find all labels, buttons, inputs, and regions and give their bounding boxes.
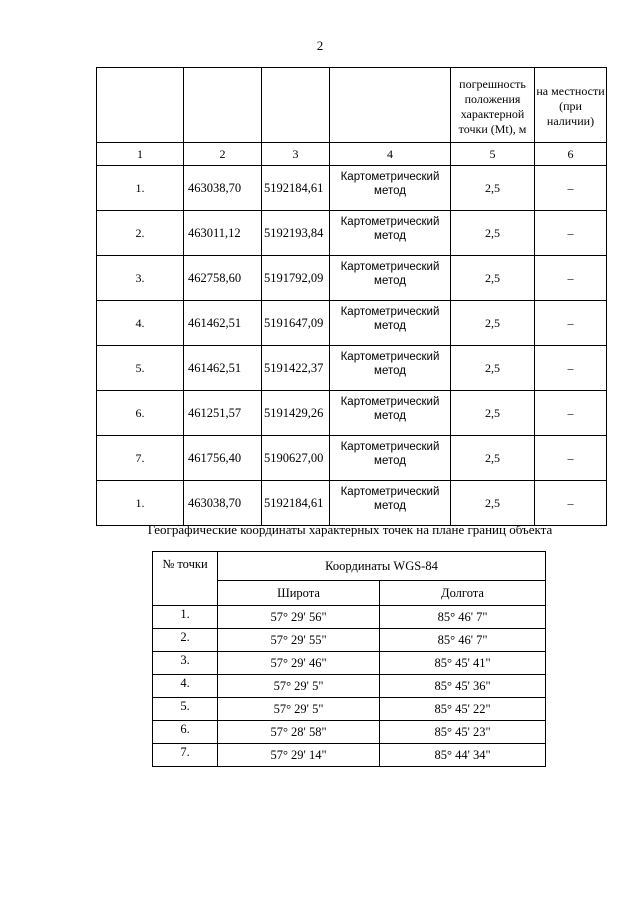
point-number-cell: 3. xyxy=(97,256,184,301)
table-row xyxy=(153,721,546,744)
error-cell: 2,5 xyxy=(451,301,535,346)
description-cell: – xyxy=(535,391,607,436)
table-row xyxy=(153,744,546,767)
y-coordinate-cell: 5191422,37 xyxy=(262,346,330,391)
column-number: 5 xyxy=(451,143,535,166)
error-cell: 2,5 xyxy=(451,166,535,211)
method-cell: Картометрический метод xyxy=(330,211,451,256)
page-number: 2 xyxy=(316,38,324,53)
column-number: 4 xyxy=(330,143,451,166)
point-number-cell: 1. xyxy=(97,166,184,211)
table-row xyxy=(97,166,607,211)
x-coordinate-cell: 461756,40 xyxy=(184,436,262,481)
y-coordinate-cell: 5191647,09 xyxy=(262,301,330,346)
latitude-cell: 57° 29' 5" xyxy=(218,675,380,698)
table-header-row xyxy=(153,552,546,581)
point-number-cell: 1. xyxy=(153,606,218,629)
table-row xyxy=(153,675,546,698)
point-number-cell: 5. xyxy=(97,346,184,391)
y-coordinate-cell: 5192184,61 xyxy=(262,166,330,211)
point-number-cell: 5. xyxy=(153,698,218,721)
header-error: погрешность положения характерной точки (Mt), м xyxy=(451,68,535,143)
point-number-cell: 7. xyxy=(97,436,184,481)
table-row xyxy=(153,698,546,721)
error-cell: 2,5 xyxy=(451,346,535,391)
column-number: 3 xyxy=(262,143,330,166)
method-cell: Картометрический метод xyxy=(330,391,451,436)
column-number: 2 xyxy=(184,143,262,166)
point-number-cell: 7. xyxy=(153,744,218,767)
header-point-number: № точки xyxy=(153,552,218,606)
column-number: 1 xyxy=(97,143,184,166)
error-cell: 2,5 xyxy=(451,391,535,436)
point-number-cell: 6. xyxy=(153,721,218,744)
table-row xyxy=(97,301,607,346)
method-cell: Картометрический метод xyxy=(330,436,451,481)
method-cell: Картометрический метод xyxy=(330,346,451,391)
table-row xyxy=(153,629,546,652)
point-number-cell: 6. xyxy=(97,391,184,436)
header-latitude: Широта xyxy=(218,581,380,606)
x-coordinate-cell: 461462,51 xyxy=(184,346,262,391)
longitude-cell: 85° 44' 34" xyxy=(380,744,546,767)
y-coordinate-cell: 5190627,00 xyxy=(262,436,330,481)
point-number-cell: 2. xyxy=(97,211,184,256)
error-cell: 2,5 xyxy=(451,481,535,526)
x-coordinate-cell: 462758,60 xyxy=(184,256,262,301)
latitude-cell: 57° 29' 46" xyxy=(218,652,380,675)
description-cell: – xyxy=(535,256,607,301)
description-cell: – xyxy=(535,166,607,211)
y-coordinate-cell: 5191429,26 xyxy=(262,391,330,436)
section-title: Географические координаты характерных точек на плане границ объекта xyxy=(147,522,553,537)
method-cell: Картометрический метод xyxy=(330,256,451,301)
method-cell: Картометрический метод xyxy=(330,166,451,211)
description-cell: – xyxy=(535,301,607,346)
description-cell: – xyxy=(535,211,607,256)
table-row xyxy=(97,346,607,391)
longitude-cell: 85° 46' 7" xyxy=(380,606,546,629)
description-cell: – xyxy=(535,481,607,526)
longitude-cell: 85° 45' 41" xyxy=(380,652,546,675)
header-location: на местности (при наличии) xyxy=(535,68,607,143)
header-cell-empty xyxy=(262,68,330,143)
x-coordinate-cell: 463038,70 xyxy=(184,481,262,526)
x-coordinate-cell: 463011,12 xyxy=(184,211,262,256)
latitude-cell: 57° 29' 56" xyxy=(218,606,380,629)
table-row xyxy=(153,606,546,629)
point-number-cell: 4. xyxy=(153,675,218,698)
error-cell: 2,5 xyxy=(451,211,535,256)
y-coordinate-cell: 5192193,84 xyxy=(262,211,330,256)
longitude-cell: 85° 45' 36" xyxy=(380,675,546,698)
header-cell-empty xyxy=(184,68,262,143)
y-coordinate-cell: 5191792,09 xyxy=(262,256,330,301)
column-number-row xyxy=(97,143,607,166)
header-longitude: Долгота xyxy=(380,581,546,606)
latitude-cell: 57° 28' 58" xyxy=(218,721,380,744)
longitude-cell: 85° 46' 7" xyxy=(380,629,546,652)
point-number-cell: 3. xyxy=(153,652,218,675)
method-cell: Картометрический метод xyxy=(330,481,451,526)
header-coordinates: Координаты WGS-84 xyxy=(218,552,546,581)
x-coordinate-cell: 461251,57 xyxy=(184,391,262,436)
point-number-cell: 4. xyxy=(97,301,184,346)
table-row xyxy=(97,391,607,436)
description-cell: – xyxy=(535,346,607,391)
table-header-row xyxy=(97,68,607,143)
table-row xyxy=(97,436,607,481)
longitude-cell: 85° 45' 23" xyxy=(380,721,546,744)
longitude-cell: 85° 45' 22" xyxy=(380,698,546,721)
cartesian-coordinates-table xyxy=(96,67,607,526)
error-cell: 2,5 xyxy=(451,256,535,301)
error-cell: 2,5 xyxy=(451,436,535,481)
column-number: 6 xyxy=(535,143,607,166)
geographic-coordinates-table xyxy=(152,551,546,767)
point-number-cell: 2. xyxy=(153,629,218,652)
method-cell: Картометрический метод xyxy=(330,301,451,346)
latitude-cell: 57° 29' 55" xyxy=(218,629,380,652)
x-coordinate-cell: 463038,70 xyxy=(184,166,262,211)
description-cell: – xyxy=(535,436,607,481)
point-number-cell: 1. xyxy=(97,481,184,526)
header-cell-empty xyxy=(97,68,184,143)
table-row xyxy=(97,211,607,256)
latitude-cell: 57° 29' 14" xyxy=(218,744,380,767)
table-row xyxy=(97,256,607,301)
table-row xyxy=(153,652,546,675)
table-row xyxy=(97,481,607,526)
latitude-cell: 57° 29' 5" xyxy=(218,698,380,721)
y-coordinate-cell: 5192184,61 xyxy=(262,481,330,526)
x-coordinate-cell: 461462,51 xyxy=(184,301,262,346)
header-cell-empty xyxy=(330,68,451,143)
